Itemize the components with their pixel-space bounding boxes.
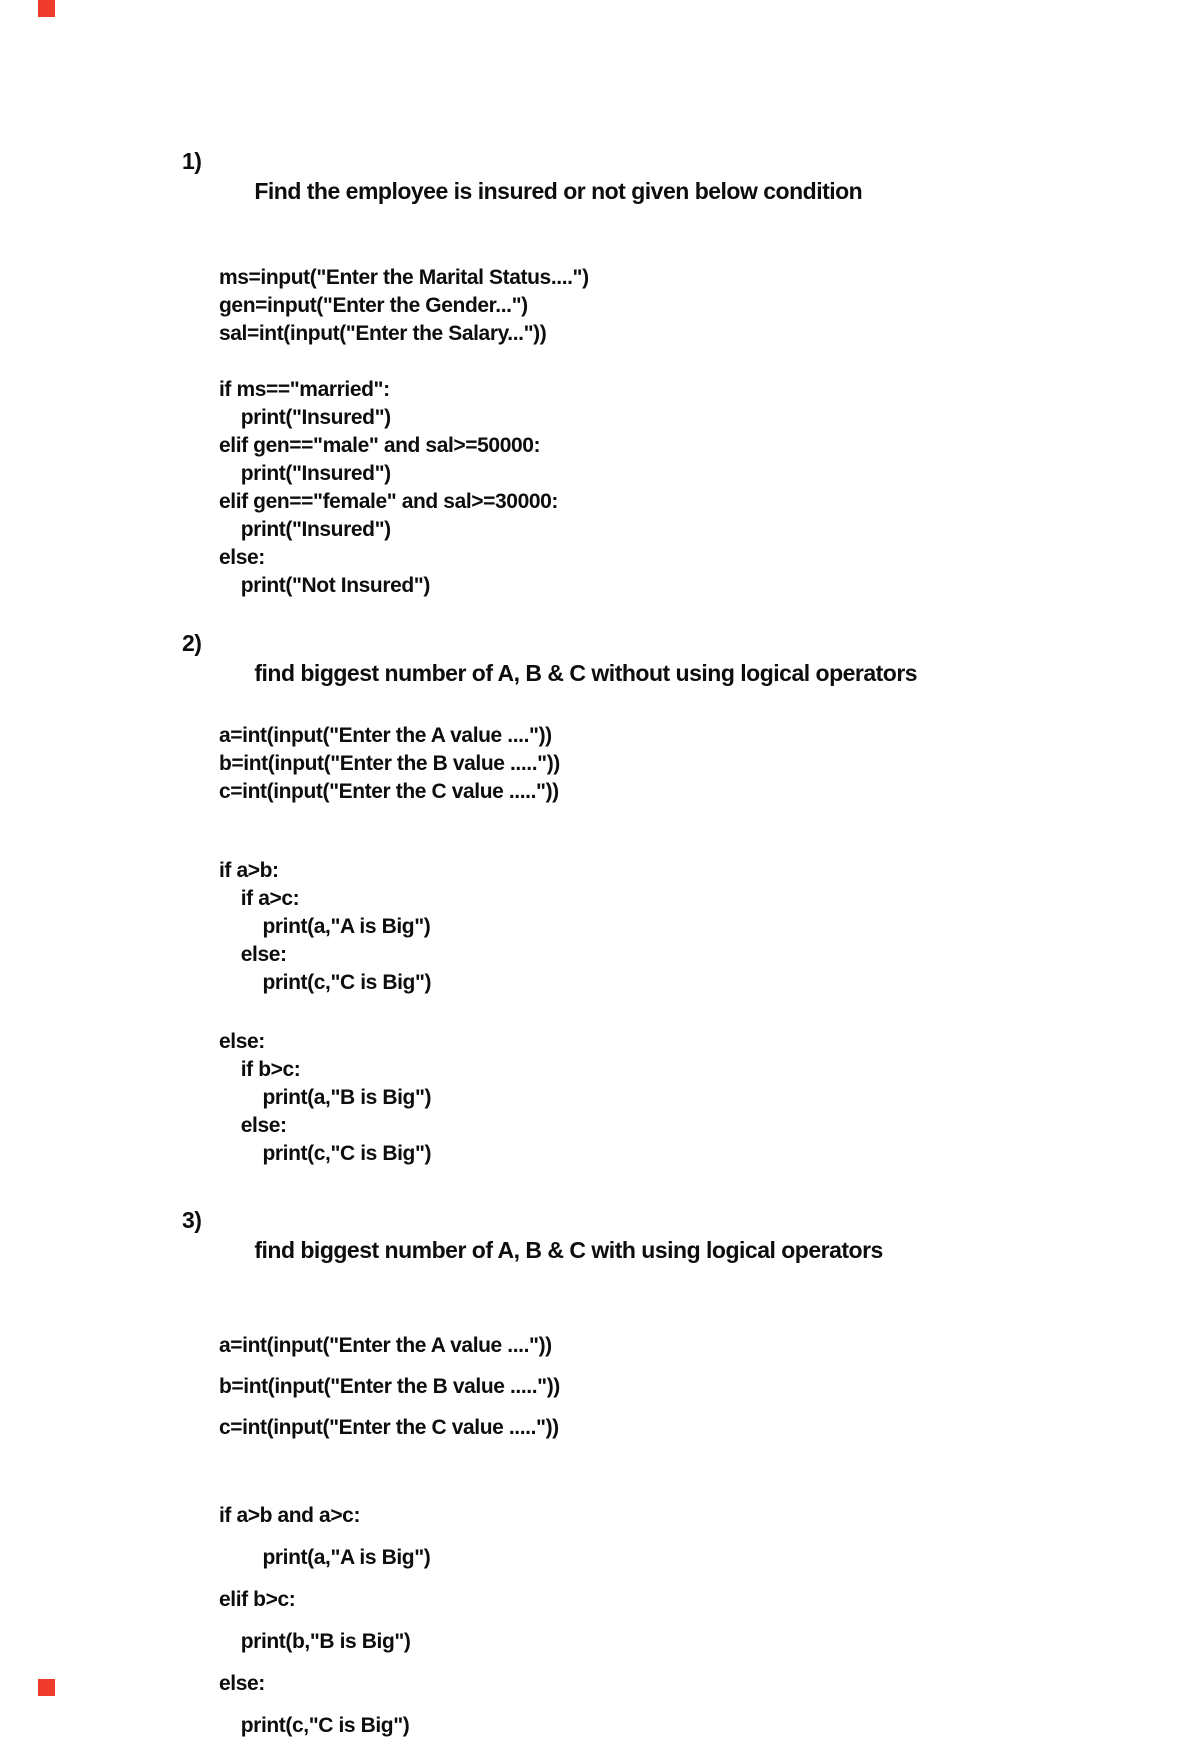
exercise-1-condition-code <box>0 376 1200 600</box>
exercise-3-input-code <box>0 1325 1200 1448</box>
code-line: print("Insured") <box>219 518 391 541</box>
exercise-1-input-code <box>0 264 1200 348</box>
code-line: if b>c: <box>219 1058 301 1081</box>
code-line: print(a,"A is Big") <box>219 915 431 938</box>
code-line: elif gen=="male" and sal>=50000: <box>219 434 541 457</box>
code-line: print("Insured") <box>219 406 391 429</box>
code-line: print(c,"C is Big") <box>219 1714 410 1737</box>
exercise-1-number: 1) <box>182 148 202 174</box>
code-line: else: <box>219 1114 287 1137</box>
code-line: print(a,"B is Big") <box>219 1086 432 1109</box>
code-line: gen=input("Enter the Gender...") <box>219 294 528 317</box>
exercise-2-condition-code-if <box>0 857 1200 997</box>
code-line: sal=int(input("Enter the Salary...")) <box>219 322 547 345</box>
exercise-3-number: 3) <box>182 1207 202 1233</box>
code-line: b=int(input("Enter the B value .....")) <box>219 752 560 775</box>
code-line: print("Insured") <box>219 462 391 485</box>
code-line: print(a,"A is Big") <box>219 1546 431 1569</box>
code-line: else: <box>219 1030 265 1053</box>
exercise-2-heading <box>182 628 1200 718</box>
code-line: else: <box>219 546 265 569</box>
code-line: elif b>c: <box>219 1588 296 1611</box>
exercise-2-input-code <box>0 722 1200 806</box>
code-line: a=int(input("Enter the A value ....")) <box>219 724 552 747</box>
code-line: if ms=="married": <box>219 378 390 401</box>
exercise-2-title: find biggest number of A, B & C without using logical operators <box>254 660 918 686</box>
exercise-2-number: 2) <box>182 630 202 656</box>
exercise-2-condition-code-else <box>0 1028 1200 1168</box>
code-line: b=int(input("Enter the B value .....")) <box>219 1375 560 1398</box>
code-line: if a>b: <box>219 859 279 882</box>
code-line: if a>c: <box>219 887 300 910</box>
code-line: c=int(input("Enter the C value .....")) <box>219 1416 559 1439</box>
exercise-1-heading <box>182 146 1200 236</box>
exercise-3-condition-code <box>0 1495 1200 1747</box>
code-line: print("Not Insured") <box>219 574 430 597</box>
code-line: if a>b and a>c: <box>219 1504 361 1527</box>
code-line: print(b,"B is Big") <box>219 1630 411 1653</box>
code-line: else: <box>219 943 287 966</box>
code-line: else: <box>219 1672 265 1695</box>
code-line: print(c,"C is Big") <box>219 1142 432 1165</box>
exercise-1-title: Find the employee is insured or not given below condition <box>254 178 863 204</box>
code-line: c=int(input("Enter the C value .....")) <box>219 780 559 803</box>
code-line: ms=input("Enter the Marital Status....") <box>219 266 589 289</box>
code-line: print(c,"C is Big") <box>219 971 432 994</box>
code-line: a=int(input("Enter the A value ....")) <box>219 1334 552 1357</box>
code-line: elif gen=="female" and sal>=30000: <box>219 490 559 513</box>
exercise-3-title: find biggest number of A, B & C with using logical operators <box>254 1237 883 1263</box>
exercise-3-heading <box>182 1205 1200 1295</box>
